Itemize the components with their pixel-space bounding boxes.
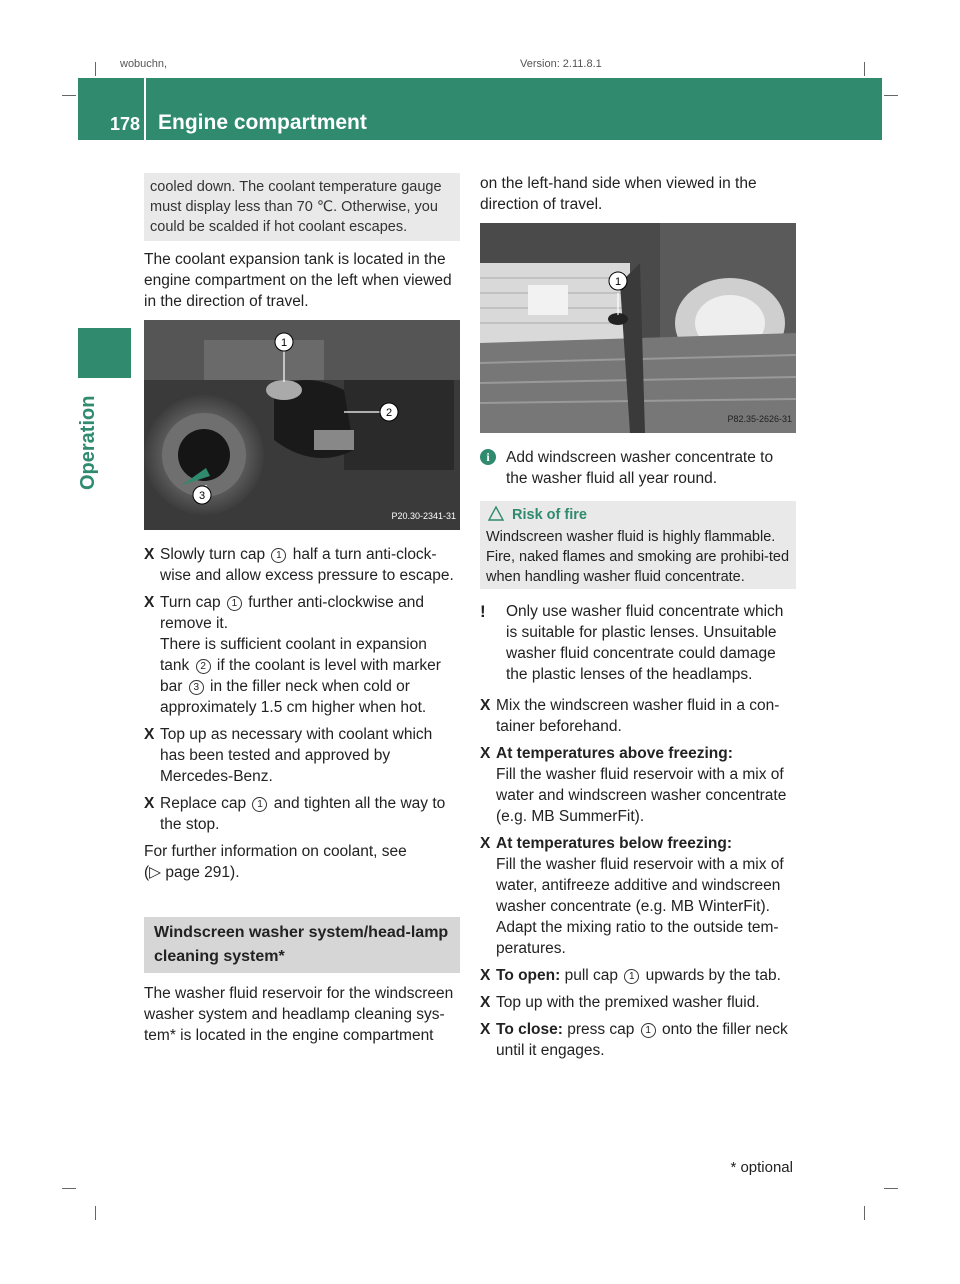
step-text: upwards by the tab. — [641, 967, 781, 984]
step-text: Mix the windscreen washer fluid in a con-tainer beforehand. — [496, 697, 780, 735]
risk-box — [480, 501, 796, 589]
step-marker: X — [144, 795, 155, 812]
step-heading: To close: — [496, 1021, 563, 1038]
washer-reservoir-photo — [480, 223, 796, 433]
warning-triangle-icon — [488, 506, 504, 521]
step-marker: X — [144, 594, 155, 611]
step-marker: X — [480, 994, 491, 1011]
step-heading: To open: — [496, 967, 561, 984]
callout-ref: 1 — [624, 969, 639, 984]
coolant-warning-box: cooled down. The coolant temperature gauge must display less than 70 ℃. Otherwise, you could be scalded if hot coolant escapes. — [144, 173, 460, 241]
header-bar — [78, 78, 882, 140]
coolant-intro: The coolant expansion tank is located in the engine compartment on the left when viewed in the direction of travel. — [144, 251, 452, 310]
footer-optional-note: * optional — [730, 1159, 793, 1176]
sidebar-tab — [78, 328, 131, 378]
step-item — [480, 833, 796, 959]
step-text: Fill the washer fluid reservoir with a mix of water and windscreen washer concentrate (e.g. MB SummerFit). — [496, 766, 787, 825]
step-item — [480, 965, 796, 986]
step-text: further anti-clockwise and remove it. — [160, 594, 424, 632]
page-title: Engine compartment — [158, 111, 367, 134]
caution-text: Only use washer fluid concentrate which is suitable for plastic lenses. Unsuitable washer fluid concentrate could damage the plastic lenses of the headlamps. — [506, 603, 784, 683]
further-info: For further information on coolant, see — [144, 843, 407, 860]
callout-2: 2 — [385, 407, 393, 419]
step-text: onto the filler neck until it engages. — [496, 1021, 788, 1059]
callout-3: 3 — [198, 490, 206, 502]
risk-title-text: Risk of fire — [512, 507, 587, 523]
coolant-tank-illustration — [144, 320, 460, 530]
caution-note — [480, 601, 796, 685]
step-item — [480, 1019, 796, 1061]
risk-title — [486, 505, 790, 525]
step-heading: At temperatures below freezing: — [496, 835, 732, 852]
caution-icon: ! — [480, 602, 486, 621]
step-marker: X — [144, 726, 155, 743]
crop-mark — [62, 95, 76, 96]
step-heading: At temperatures above freezing: — [496, 745, 733, 762]
crop-mark — [884, 1188, 898, 1189]
step-subtext: if the coolant is level with marker bar — [160, 657, 441, 695]
callout-ref: 3 — [189, 680, 204, 695]
step-subtext: in the filler neck when cold or approximately 1.5 cm higher when hot. — [160, 678, 427, 716]
step-text: Top up with the premixed washer fluid. — [496, 994, 760, 1011]
step-marker: X — [480, 745, 491, 762]
step-text: Replace cap — [160, 795, 251, 812]
step-text: Fill the washer fluid reservoir with a mix of water, antifreeze additive and windscreen washer concentrate (e.g. MB WinterFit). Adapt the mixing ratio to the outside tem-peratures. — [496, 856, 784, 957]
step-item — [144, 544, 460, 586]
step-marker: X — [480, 1021, 491, 1038]
callout-ref: 1 — [641, 1023, 656, 1038]
section-heading: Windscreen washer system/head-lamp cleaning system* — [144, 917, 460, 973]
info-icon: i — [480, 449, 496, 465]
sidebar-label: Operation — [77, 395, 99, 490]
photo-code: P20.30-2341-31 — [391, 511, 456, 521]
step-marker: X — [480, 697, 491, 714]
crop-mark — [864, 1206, 865, 1220]
step-marker: X — [480, 835, 491, 852]
left-column — [144, 173, 460, 1054]
washer-reservoir-illustration — [480, 223, 796, 433]
risk-text: Windscreen washer fluid is highly flammable. Fire, naked flames and smoking are prohibi-ted when handling washer fluid concentrate. — [486, 529, 790, 585]
crop-mark — [864, 62, 865, 76]
step-marker: X — [144, 546, 155, 563]
step-item — [480, 992, 796, 1013]
page-reference[interactable]: (▷ page 291). — [144, 864, 240, 881]
step-text: Slowly turn cap — [160, 546, 270, 563]
step-text: Top up as necessary with coolant which has been tested and approved by Mercedes-Benz. — [160, 726, 433, 785]
step-text: pull cap — [560, 967, 623, 984]
top-fragment-right: Version: 2.11.8.1 — [520, 58, 602, 70]
callout-1: 1 — [280, 337, 288, 349]
washer-intro: The washer fluid reservoir for the windscreen washer system and headlamp cleaning sys-tem* is located in the engine compartment — [144, 985, 454, 1044]
step-text: press cap — [562, 1021, 639, 1038]
page-number: 178 — [110, 114, 141, 134]
step-text: and tighten all the way to the stop. — [160, 795, 446, 833]
step-item — [144, 793, 460, 835]
crop-mark — [95, 1206, 96, 1220]
coolant-tank-photo — [144, 320, 460, 530]
washer-intro-continued: on the left-hand side when viewed in the direction of travel. — [480, 175, 757, 213]
callout-ref: 1 — [227, 596, 242, 611]
crop-mark — [884, 95, 898, 96]
photo-code: P82.35-2626-31 — [727, 414, 792, 424]
step-item — [144, 724, 460, 787]
callout-ref: 1 — [252, 797, 267, 812]
step-text: half a turn anti-clock-wise and allow excess pressure to escape. — [160, 546, 454, 584]
header-divider — [144, 78, 146, 140]
crop-mark — [95, 62, 96, 76]
step-marker: X — [480, 967, 491, 984]
callout-ref: 1 — [271, 548, 286, 563]
info-text: Add windscreen washer concentrate to the washer fluid all year round. — [506, 449, 774, 487]
right-column — [480, 173, 796, 1067]
callout-1: 1 — [614, 276, 622, 288]
callout-ref: 2 — [196, 659, 211, 674]
step-subtext: There is sufficient coolant in expansion tank — [160, 636, 427, 674]
top-fragment-left: wobuchn, — [120, 58, 168, 70]
step-item — [480, 743, 796, 827]
step-text: Turn cap — [160, 594, 225, 611]
step-item — [480, 695, 796, 737]
info-note — [480, 447, 796, 489]
crop-mark — [62, 1188, 76, 1189]
step-item — [144, 592, 460, 718]
